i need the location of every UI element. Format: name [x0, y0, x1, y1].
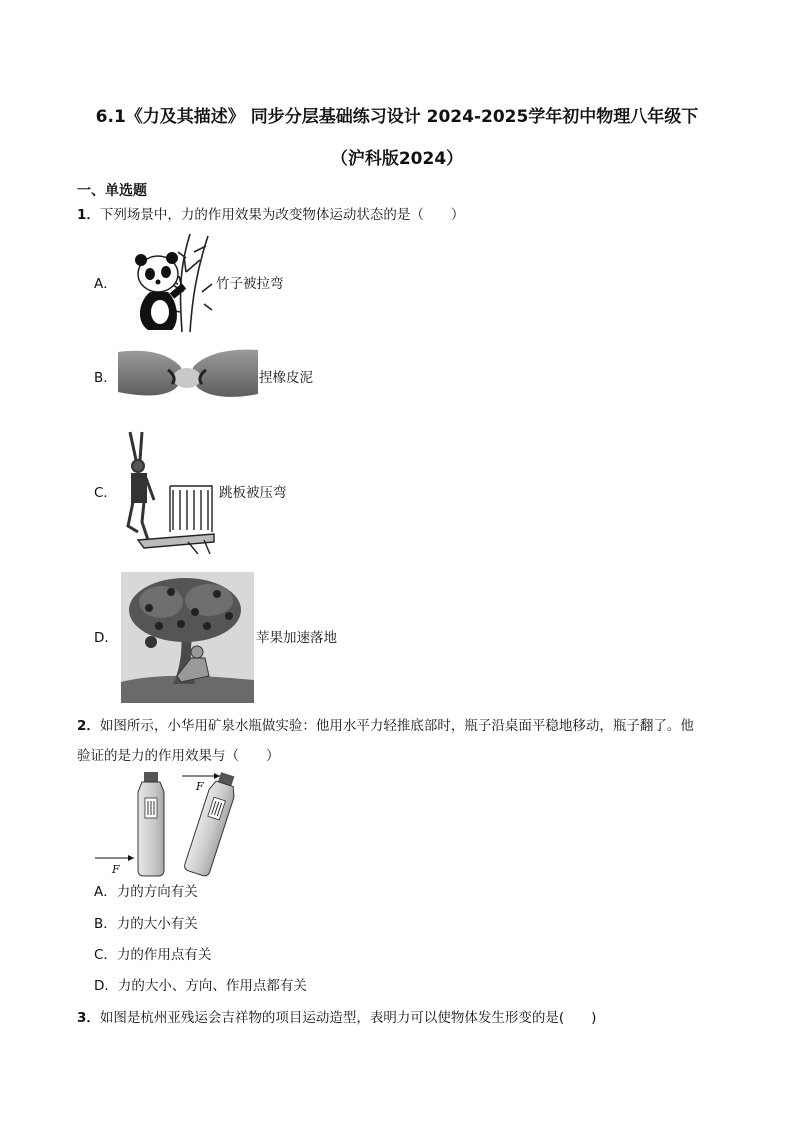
option-b-label: B．	[94, 370, 117, 386]
document-title: 6.1《力及其描述》 同步分层基础练习设计 2024-2025学年初中物理八年级下	[95, 107, 699, 127]
option-a-label: A．	[94, 276, 117, 292]
diver-springboard-illustration	[118, 430, 216, 554]
option-text: 力的作用点有关	[116, 947, 212, 963]
question-1-stem	[77, 205, 747, 225]
question-3-stem	[77, 1008, 747, 1028]
question-number: 1．	[77, 207, 100, 223]
option-d-caption: 苹果加速落地	[256, 630, 337, 646]
force-label-bottom: F	[112, 863, 120, 876]
option-label: D．	[94, 978, 118, 994]
q2-option-c	[94, 946, 211, 964]
question-text: 如图是杭州亚残运会吉祥物的项目运动造型，表明力可以使物体发生形变的是( )	[99, 1010, 597, 1026]
question-text: 如图所示，小华用矿泉水瓶做实验：他用水平力轻推底部时，瓶子沿桌面平稳地移动，瓶子翻了。他	[99, 718, 694, 734]
question-number: 2．	[77, 718, 100, 734]
force-label-top: F	[196, 780, 204, 793]
option-b-caption: 捏橡皮泥	[259, 370, 313, 386]
question-2-stem-line2: 验证的是力的作用效果与（ ）	[77, 748, 280, 764]
option-text: 力的大小、方向、作用点都有关	[117, 978, 307, 994]
section-heading: 一、单选题	[77, 183, 147, 199]
option-c-caption: 跳板被压弯	[219, 485, 287, 501]
panda-bamboo-illustration	[120, 232, 215, 334]
q2-option-b	[94, 915, 198, 933]
q2-option-d	[94, 977, 307, 995]
hands-clay-illustration	[118, 348, 258, 403]
option-label: B．	[94, 916, 117, 932]
document-subtitle: （沪科版2024）	[330, 149, 464, 169]
apple-tree-illustration	[121, 572, 254, 703]
bottle-experiment-illustration	[92, 770, 252, 880]
q2-option-a	[94, 883, 198, 901]
option-text: 力的大小有关	[116, 916, 198, 932]
option-c-label: C．	[94, 485, 117, 501]
option-label: C．	[94, 947, 117, 963]
option-label: A．	[94, 884, 117, 900]
question-number: 3．	[77, 1010, 100, 1026]
option-d-label: D．	[94, 630, 118, 646]
question-text: 下列场景中，力的作用效果为改变物体运动状态的是（ ）	[99, 207, 465, 223]
question-2-stem-line1	[77, 716, 747, 736]
option-text: 力的方向有关	[116, 884, 198, 900]
option-a-caption: 竹子被拉弯	[216, 276, 284, 292]
